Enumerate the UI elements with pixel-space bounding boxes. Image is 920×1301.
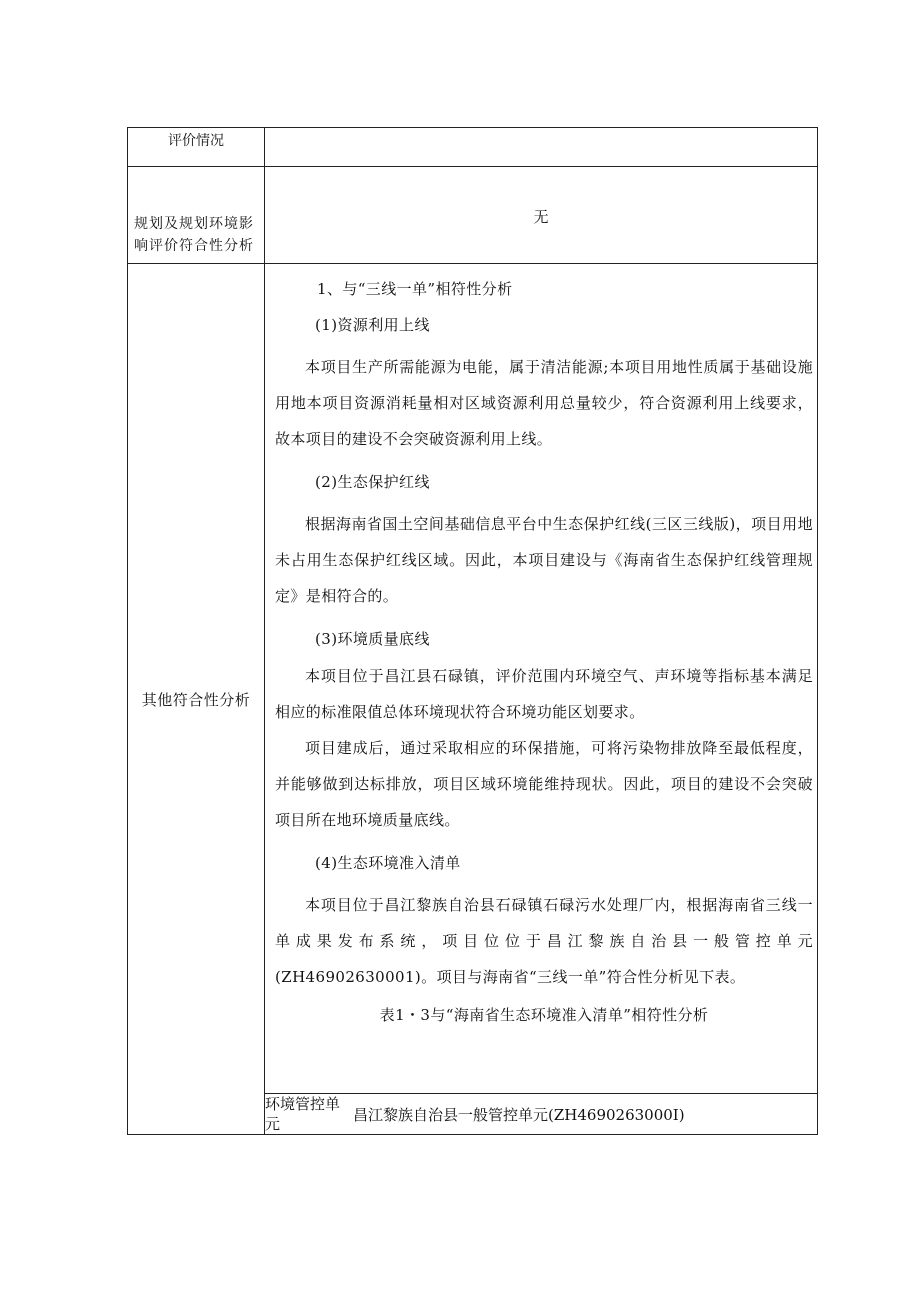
row-label-evaluation: 评价情况 xyxy=(128,128,265,167)
row-label-planning: 规划及规划环境影响评价符合性分析 xyxy=(128,167,265,264)
subsection-title-quality: (3)环境质量底线 xyxy=(315,630,430,648)
row-evaluation xyxy=(128,128,818,167)
management-unit-row xyxy=(265,1094,817,1135)
row-label-other: 其他符合性分析 xyxy=(128,264,265,1135)
row-other xyxy=(128,264,818,1135)
management-unit-value: 昌江黎族自治县一般管控单元(ZH4690263000I) xyxy=(353,1094,817,1135)
row-value-planning: 无 xyxy=(265,167,818,264)
analysis-body xyxy=(265,264,817,1093)
subsection-title-redline: (2)生态保护红线 xyxy=(315,473,430,491)
section-heading: 1、与“三线一单”相符性分析 xyxy=(317,280,513,298)
row-value-other xyxy=(265,264,818,1135)
subsection-title-access-list: (4)生态环境准入清单 xyxy=(315,854,461,872)
paragraph-quality-2: 项目建成后，通过采取相应的环保措施，可将污染物排放降至最低程度，并能够做到达标排放，项目区域环境能维持现状。因此，项目的建设不会突破项目所在地环境质量底线。 xyxy=(275,739,813,829)
management-unit-label: 环境管控单元 xyxy=(265,1094,353,1135)
paragraph-resource: 本项目生产所需能源为电能，属于清洁能源;本项目用地性质属于基础设施用地本项目资源消耗量相对区域资源利用总量较少，符合资源利用上线要求，故本项目的建设不会突破资源利用上线。 xyxy=(275,358,813,448)
row-planning xyxy=(128,167,818,264)
paragraph-redline: 根据海南省国土空间基础信息平台中生态保护红线(三区三线版)，项目用地未占用生态保护红线区域。因此，本项目建设与《海南省生态保护红线管理规定》是相符合的。 xyxy=(275,515,813,605)
table-caption: 表1・3与“海南省生态环境准入清单”相符性分析 xyxy=(379,1006,709,1024)
row-value-evaluation xyxy=(265,128,818,167)
management-unit-table xyxy=(265,1093,817,1134)
compliance-table xyxy=(127,127,818,1135)
subsection-title-resource: (1)资源利用上线 xyxy=(315,316,430,334)
paragraph-access-list: 本项目位于昌江黎族自治县石碌镇石碌污水处理厂内，根据海南省三线一单成果发布系统，项目位位于昌江黎族自治县一般管控单元(ZH46902630001)。项目与海南省“三线一单”符合性分析见下表。 xyxy=(275,896,813,986)
paragraph-quality-1: 本项目位于昌江县石碌镇，评价范围内环境空气、声环境等指标基本满足相应的标准限值总体环境现状符合环境功能区划要求。 xyxy=(275,667,813,721)
